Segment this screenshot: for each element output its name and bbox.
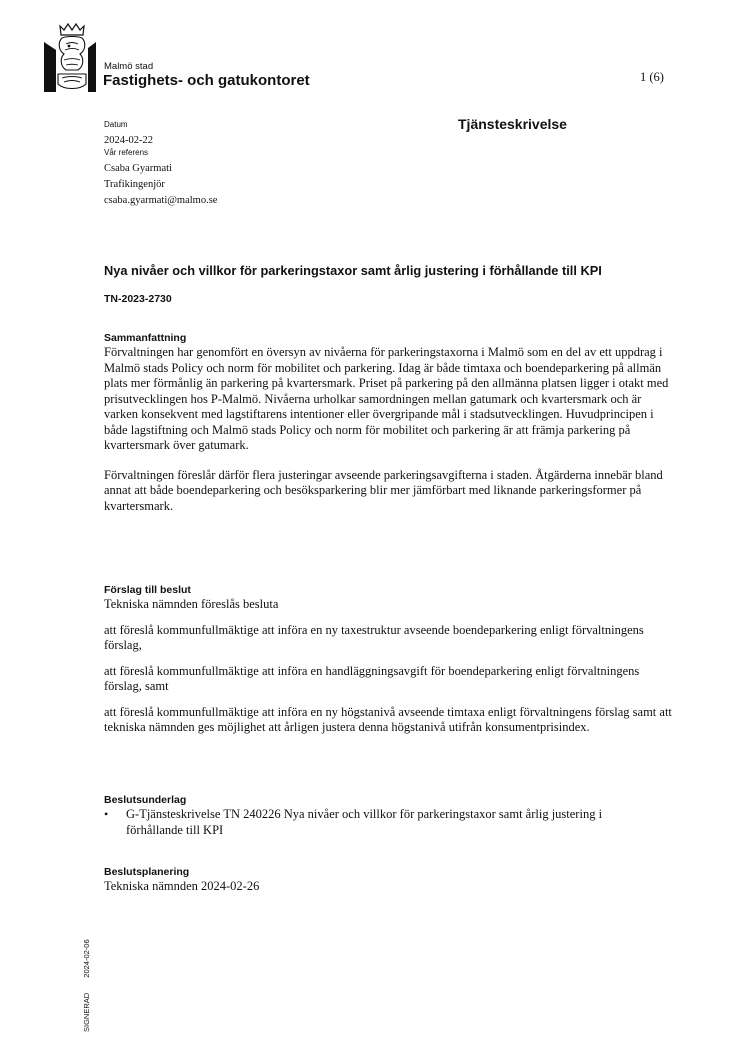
basis-section xyxy=(104,794,674,838)
signature-date: 2024-02-06 xyxy=(82,939,91,978)
summary-heading: Sammanfattning xyxy=(104,332,187,344)
basis-heading: Beslutsunderlag xyxy=(104,794,187,806)
document-title: Nya nivåer och villkor för parkeringstaxor samt årlig justering i förhållande till KPI xyxy=(104,263,602,278)
proposal-intro: Tekniska nämnden föreslås besluta xyxy=(104,597,279,611)
proposal-item: att föreslå kommunfullmäktige att införa en ny högstanivå avseende timtaxa enligt förvaltningens förslag samt att tekniska nämnden ges möjlighet att årligen justera denna högstanivå utifrån konsumentprisindex. xyxy=(104,704,672,734)
list-item xyxy=(104,807,674,838)
bullet-marker: • xyxy=(104,807,109,821)
author-name: Csaba Gyarmati xyxy=(104,163,172,174)
date-value: 2024-02-22 xyxy=(104,135,153,146)
org-city: Malmö stad xyxy=(104,61,154,72)
author-title: Trafikingenjör xyxy=(104,179,165,190)
date-label: Datum xyxy=(104,120,128,129)
case-number: TN-2023-2730 xyxy=(104,293,172,305)
document-type: Tjänsteskrivelse xyxy=(458,116,567,132)
planning-text: Tekniska nämnden 2024-02-26 xyxy=(104,879,260,893)
reference-label: Vår referens xyxy=(104,148,149,157)
signature-stamp xyxy=(82,926,91,1032)
malmo-coat-of-arms-logo xyxy=(42,22,98,92)
signature-status: SIGNERAD xyxy=(82,992,91,1032)
summary-paragraph: Förvaltningen föreslår därför flera justeringar avseende parkeringsavgifterna i staden. Åtgärderna innebär bland annat att både boendeparkering och besöksparkering blir mer jämförbart med liknande parkeringsformer på kvartersmark. xyxy=(104,467,663,513)
summary-paragraph: Förvaltningen har genomfört en översyn av nivåerna för parkeringstaxorna i Malmö som en del av ett uppdrag i Malmö stads Policy och norm för mobilitet och parkering. Idag är både timtaxa och boendeparkering på allmän plats mer förmånlig än parkering på kvartersmark. Priset på parkering på den allmänna platsen ligger i otakt med prisutvecklingen hos P-Malmö. Nivåerna urholkar samordningen mellan gatumark och kvartersmark och är varken konsekvent med lagstiftarens intentioner eller övergripande mål i stadsutvecklingen. Huvudprincipen i både lagstiftning och Malmö stads Policy och norm för mobilitet och parkering är att främja parkering på kvartersmark över gatumark. xyxy=(104,345,669,452)
proposal-item: att föreslå kommunfullmäktige att införa en ny taxestruktur avseende boendeparkering enligt förvaltningens förslag, xyxy=(104,622,644,652)
proposal-section xyxy=(104,584,674,736)
author-email: csaba.gyarmati@malmo.se xyxy=(104,195,218,206)
summary-section xyxy=(104,332,674,514)
document-meta xyxy=(104,119,404,209)
basis-item: G-Tjänsteskrivelse TN 240226 Nya nivåer och villkor för parkeringstaxor samt årlig justering i förhållande till KPI xyxy=(126,807,603,837)
page-number: 1 (6) xyxy=(640,70,664,84)
proposal-item: att föreslå kommunfullmäktige att införa en handläggningsavgift för boendeparkering enligt förvaltningens förslag, samt xyxy=(104,663,640,693)
planning-section xyxy=(104,866,674,895)
planning-heading: Beslutsplanering xyxy=(104,866,190,878)
proposal-heading: Förslag till beslut xyxy=(104,584,191,596)
org-name: Fastighets- och gatukontoret xyxy=(103,72,310,89)
